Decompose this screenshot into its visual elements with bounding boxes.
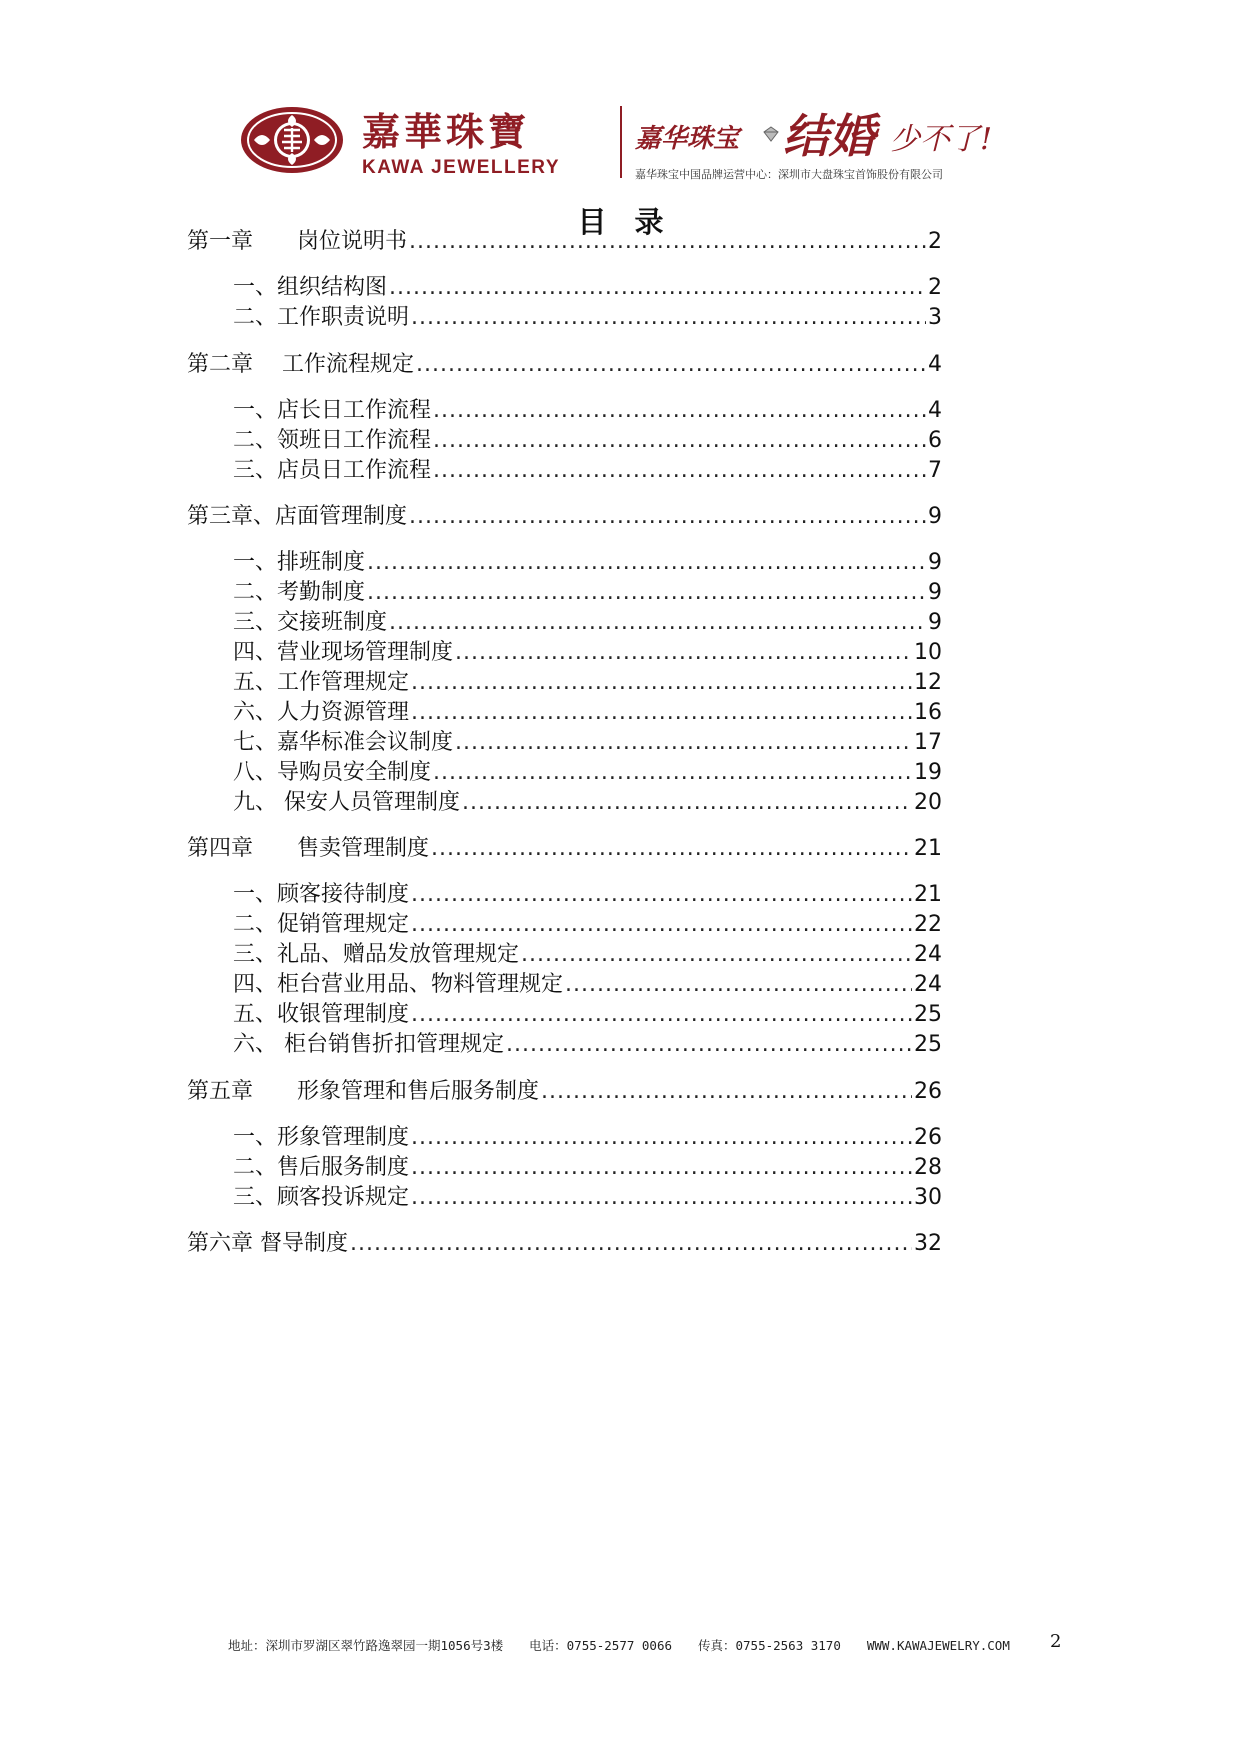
dot-leader bbox=[431, 834, 912, 864]
toc-entry-text: 五、收银管理制度 bbox=[233, 1002, 410, 1027]
slogan bbox=[635, 100, 1015, 164]
toc-entry-section[interactable] bbox=[233, 456, 942, 486]
toc-entry-page: 20 bbox=[914, 790, 942, 815]
dot-leader bbox=[565, 970, 912, 1000]
toc-entry-section[interactable] bbox=[233, 728, 942, 758]
dot-leader bbox=[416, 350, 926, 380]
toc-entry-page: 7 bbox=[928, 458, 942, 483]
dot-leader bbox=[411, 1183, 912, 1213]
toc-entry-text: 七、嘉华标准会议制度 bbox=[233, 730, 454, 755]
toc-entry-chapter-2[interactable] bbox=[187, 350, 942, 380]
toc-entry-text: 六、人力资源管理 bbox=[233, 700, 410, 725]
dot-leader bbox=[411, 910, 912, 940]
toc-entry-text: 四、营业现场管理制度 bbox=[233, 640, 454, 665]
toc-entry-section[interactable] bbox=[233, 910, 942, 940]
toc-entry-chapter-6[interactable] bbox=[187, 1229, 942, 1259]
toc-entry-text: 第四章 售卖管理制度 bbox=[187, 836, 430, 861]
toc-entry-page: 26 bbox=[914, 1125, 942, 1150]
dot-leader bbox=[367, 548, 926, 578]
toc-entry-page: 2 bbox=[928, 275, 942, 300]
toc-entry-chapter-3[interactable] bbox=[187, 502, 942, 532]
toc-entry-section[interactable] bbox=[233, 758, 942, 788]
toc-entry-page: 17 bbox=[914, 730, 942, 755]
toc-entry-page: 9 bbox=[928, 550, 942, 575]
toc-entry-text: 第三章、店面管理制度 bbox=[187, 504, 408, 529]
dot-leader bbox=[411, 880, 912, 910]
toc-entry-text: 三、店员日工作流程 bbox=[233, 458, 432, 483]
toc-entry-section[interactable] bbox=[233, 273, 942, 303]
toc-entry-text: 第一章 岗位说明书 bbox=[187, 229, 408, 254]
letterhead bbox=[240, 100, 1010, 190]
toc-entry-text: 第二章 工作流程规定 bbox=[187, 352, 414, 377]
toc-entry-section[interactable] bbox=[233, 1183, 942, 1213]
toc-entry-page: 25 bbox=[914, 1032, 942, 1057]
toc-entry-text: 第六章 督导制度 bbox=[187, 1231, 348, 1256]
toc-entry-text: 一、形象管理制度 bbox=[233, 1125, 410, 1150]
toc-entry-section[interactable] bbox=[233, 608, 942, 638]
kawa-seal-logo-icon bbox=[240, 106, 345, 174]
dot-leader bbox=[433, 426, 926, 456]
toc-entry-text: 五、工作管理规定 bbox=[233, 670, 410, 695]
dot-leader bbox=[411, 1153, 912, 1183]
toc-entry-page: 9 bbox=[928, 580, 942, 605]
footer-website: WWW.KAWAJEWELRY.COM bbox=[866, 1638, 1010, 1653]
toc-entry-text: 第五章 形象管理和售后服务制度 bbox=[187, 1079, 540, 1104]
toc-entry-section[interactable] bbox=[233, 1153, 942, 1183]
dot-leader bbox=[367, 578, 926, 608]
header-divider bbox=[620, 106, 622, 178]
dot-leader bbox=[411, 668, 912, 698]
toc-entry-page: 9 bbox=[928, 610, 942, 635]
toc-entry-page: 30 bbox=[914, 1185, 942, 1210]
toc-entry-section[interactable] bbox=[233, 698, 942, 728]
toc-entry-text: 二、领班日工作流程 bbox=[233, 428, 432, 453]
brand bbox=[362, 110, 560, 180]
toc-entry-text: 一、排班制度 bbox=[233, 550, 366, 575]
slogan-tagline: 少不了! bbox=[890, 122, 993, 157]
brand-chinese-name: 嘉華珠寶 bbox=[362, 109, 531, 154]
toc-entry-section[interactable] bbox=[233, 940, 942, 970]
dot-leader bbox=[411, 1000, 912, 1030]
toc-entry-section[interactable] bbox=[233, 880, 942, 910]
dot-leader bbox=[411, 1123, 912, 1153]
toc-entry-page: 28 bbox=[914, 1155, 942, 1180]
toc-entry-text: 三、顾客投诉规定 bbox=[233, 1185, 410, 1210]
toc-entry-section[interactable] bbox=[233, 638, 942, 668]
slogan-brand: 嘉华珠宝 bbox=[635, 124, 740, 154]
dot-leader bbox=[433, 396, 926, 426]
toc-entry-page: 6 bbox=[928, 428, 942, 453]
footer-phone: 电话：0755-2577 0066 bbox=[529, 1638, 672, 1653]
toc-entry-page: 12 bbox=[914, 670, 942, 695]
operator-line: 嘉华珠宝中国品牌运营中心：深圳市大盘珠宝首饰股份有限公司 bbox=[635, 168, 943, 181]
dot-leader bbox=[350, 1229, 912, 1259]
toc-entry-page: 2 bbox=[928, 229, 942, 254]
page-number: 2 bbox=[1050, 1631, 1062, 1652]
dot-leader bbox=[411, 698, 912, 728]
toc-entry-section[interactable] bbox=[233, 548, 942, 578]
toc-entry-text: 一、组织结构图 bbox=[233, 275, 388, 300]
toc-entry-page: 25 bbox=[914, 1002, 942, 1027]
toc-entry-section[interactable] bbox=[233, 788, 942, 818]
toc-entry-page: 32 bbox=[914, 1231, 942, 1256]
dot-leader bbox=[541, 1077, 912, 1107]
toc-entry-text: 六、 柜台销售折扣管理规定 bbox=[233, 1032, 504, 1057]
toc-entry-page: 24 bbox=[914, 972, 942, 997]
toc-entry-page: 4 bbox=[928, 352, 942, 377]
dot-leader bbox=[521, 940, 912, 970]
toc-entry-text: 二、工作职责说明 bbox=[233, 305, 410, 330]
toc-entry-chapter-1[interactable] bbox=[187, 227, 942, 257]
toc-entry-section[interactable] bbox=[233, 396, 942, 426]
toc-entry-page: 21 bbox=[914, 882, 942, 907]
dot-leader bbox=[389, 273, 926, 303]
toc-entry-section[interactable] bbox=[233, 578, 942, 608]
toc-entry-section[interactable] bbox=[233, 970, 942, 1000]
footer-fax: 传真：0755-2563 3170 bbox=[698, 1638, 841, 1653]
toc-entry-text: 八、导购员安全制度 bbox=[233, 760, 432, 785]
dot-leader bbox=[389, 608, 926, 638]
toc-entry-text: 三、交接班制度 bbox=[233, 610, 388, 635]
toc-entry-chapter-4[interactable] bbox=[187, 834, 942, 864]
dot-leader bbox=[455, 638, 912, 668]
toc-entry-page: 19 bbox=[914, 760, 942, 785]
toc-entry-text: 一、店长日工作流程 bbox=[233, 398, 432, 423]
slogan-marriage: 结婚 bbox=[783, 109, 875, 163]
dot-leader bbox=[433, 758, 912, 788]
dot-leader bbox=[455, 728, 912, 758]
toc-entry-section[interactable] bbox=[233, 1123, 942, 1153]
toc-entry-page: 3 bbox=[928, 305, 942, 330]
toc-entry-page: 24 bbox=[914, 942, 942, 967]
dot-leader bbox=[409, 227, 926, 257]
toc-entry-text: 二、考勤制度 bbox=[233, 580, 366, 605]
toc-entry-section[interactable] bbox=[233, 1000, 942, 1030]
toc-entry-page: 16 bbox=[914, 700, 942, 725]
dot-leader bbox=[506, 1030, 912, 1060]
toc-entry-text: 二、售后服务制度 bbox=[233, 1155, 410, 1180]
toc-entry-section[interactable] bbox=[233, 1030, 942, 1060]
toc-entry-page: 4 bbox=[928, 398, 942, 423]
toc-entry-text: 四、柜台营业用品、物料管理规定 bbox=[233, 972, 564, 997]
page-footer bbox=[228, 1636, 1063, 1654]
dot-leader bbox=[462, 788, 912, 818]
toc-entry-chapter-5[interactable] bbox=[187, 1077, 942, 1107]
dot-leader bbox=[409, 502, 926, 532]
toc-entry-page: 22 bbox=[914, 912, 942, 937]
footer-address: 地址：深圳市罗湖区翠竹路逸翠园一期1056号3楼 bbox=[228, 1638, 504, 1653]
toc-entry-page: 9 bbox=[928, 504, 942, 529]
toc-entry-section[interactable] bbox=[233, 303, 942, 333]
toc-entry-text: 三、礼品、赠品发放管理规定 bbox=[233, 942, 520, 967]
dot-leader bbox=[411, 303, 926, 333]
toc-entry-text: 一、顾客接待制度 bbox=[233, 882, 410, 907]
toc-entry-section[interactable] bbox=[233, 668, 942, 698]
toc-entry-page: 10 bbox=[914, 640, 942, 665]
toc-entry-text: 二、促销管理规定 bbox=[233, 912, 410, 937]
brand-english-name: KAWA JEWELLERY bbox=[362, 157, 560, 178]
toc-entry-page: 21 bbox=[914, 836, 942, 861]
diamond-icon bbox=[763, 126, 779, 142]
toc-entry-page: 26 bbox=[914, 1079, 942, 1104]
dot-leader bbox=[433, 456, 926, 486]
toc-entry-section[interactable] bbox=[233, 426, 942, 456]
toc-entry-text: 九、 保安人员管理制度 bbox=[233, 790, 460, 815]
toc-title: 目录 bbox=[577, 205, 692, 239]
